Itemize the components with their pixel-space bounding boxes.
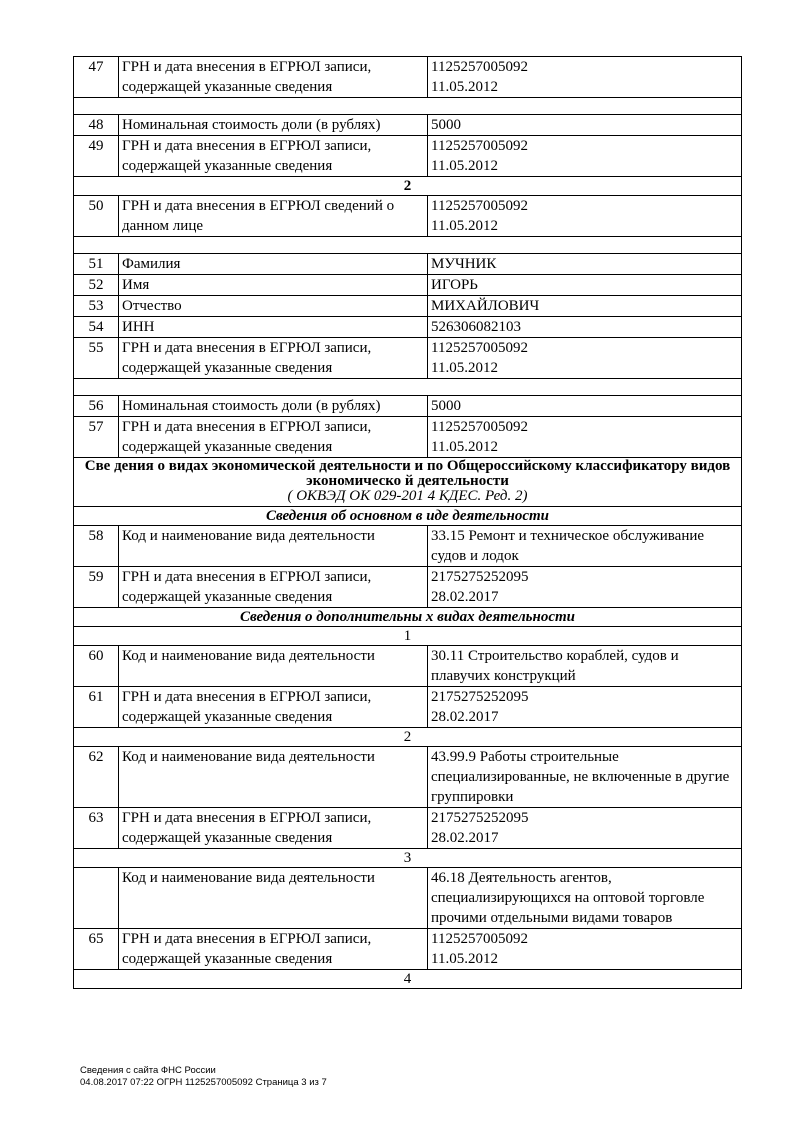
table-row <box>74 526 742 567</box>
grn-value: 2175275252095 <box>431 810 529 826</box>
blank-row <box>74 98 742 115</box>
grn-value: 2175275252095 <box>431 689 529 705</box>
table-row <box>74 275 742 296</box>
row-number: 51 <box>74 254 119 275</box>
table-row <box>74 338 742 379</box>
subsection-number: 2 <box>74 728 742 747</box>
grn-value: 1125257005092 <box>431 138 528 154</box>
section-main-activity: Сведения об основном в иде деятельности <box>74 507 742 526</box>
row-number: 60 <box>74 646 119 687</box>
row-number: 58 <box>74 526 119 567</box>
row-value: 526306082103 <box>428 317 742 338</box>
row-number: 55 <box>74 338 119 379</box>
date-value: 11.05.2012 <box>431 218 498 234</box>
row-label: ГРН и дата внесения в ЕГРЮЛ сведений о данном лице <box>119 196 428 237</box>
row-label: ГРН и дата внесения в ЕГРЮЛ записи, содержащей указанные сведения <box>119 687 428 728</box>
row-value <box>428 687 742 728</box>
row-label: Имя <box>119 275 428 296</box>
row-value: 46.18 Деятельность агентов, специализирующихся на оптовой торговле прочими отдельными видами товаров <box>428 868 742 929</box>
table-row <box>74 417 742 458</box>
row-label: Номинальная стоимость доли (в рублях) <box>119 115 428 136</box>
footer-source: Сведения с сайта ФНС России <box>80 1065 216 1076</box>
blank-row <box>74 379 742 396</box>
row-label: Номинальная стоимость доли (в рублях) <box>119 396 428 417</box>
subsection-number: 4 <box>74 970 742 989</box>
table-row <box>74 929 742 970</box>
row-value <box>428 929 742 970</box>
date-value: 11.05.2012 <box>431 79 498 95</box>
row-label: ГРН и дата внесения в ЕГРЮЛ записи, содержащей указанные сведения <box>119 929 428 970</box>
grn-value: 1125257005092 <box>431 198 528 214</box>
subsection-number: 1 <box>74 627 742 646</box>
subsection-number: 3 <box>74 849 742 868</box>
subsection-number: 2 <box>74 177 742 196</box>
row-number: 53 <box>74 296 119 317</box>
footer-page-info: 04.08.2017 07:22 ОГРН 1125257005092 Страница 3 из 7 <box>80 1077 327 1088</box>
row-value: 33.15 Ремонт и техническое обслуживание судов и лодок <box>428 526 742 567</box>
row-label: Фамилия <box>119 254 428 275</box>
row-value <box>428 338 742 379</box>
okved-title: Све дения о видах экономической деятельности и по Общероссийскому классификатору видов экономическо й деятельности <box>84 458 731 489</box>
row-label: ИНН <box>119 317 428 338</box>
row-label: ГРН и дата внесения в ЕГРЮЛ записи, содержащей указанные сведения <box>119 808 428 849</box>
table-row <box>74 296 742 317</box>
row-value <box>428 57 742 98</box>
row-number: 62 <box>74 747 119 808</box>
date-value: 28.02.2017 <box>431 830 499 846</box>
table-row <box>74 567 742 608</box>
section-additional-activities: Сведения о дополнительны х видах деятельности <box>74 608 742 627</box>
table-row <box>74 396 742 417</box>
table-row <box>74 57 742 98</box>
row-label: ГРН и дата внесения в ЕГРЮЛ записи, содержащей указанные сведения <box>119 417 428 458</box>
row-number: 54 <box>74 317 119 338</box>
grn-value: 1125257005092 <box>431 931 528 947</box>
row-label: ГРН и дата внесения в ЕГРЮЛ записи, содержащей указанные сведения <box>119 136 428 177</box>
row-label: Код и наименование вида деятельности <box>119 747 428 808</box>
row-value <box>428 567 742 608</box>
table-row <box>74 808 742 849</box>
table-row <box>74 115 742 136</box>
row-value: 5000 <box>428 396 742 417</box>
row-value <box>428 808 742 849</box>
row-value: ИГОРЬ <box>428 275 742 296</box>
table-row <box>74 196 742 237</box>
row-value: 43.99.9 Работы строительные специализированные, не включенные в другие группировки <box>428 747 742 808</box>
subsection-row <box>74 627 742 646</box>
row-label: Код и наименование вида деятельности <box>119 868 428 929</box>
table-row <box>74 136 742 177</box>
date-value: 28.02.2017 <box>431 709 499 725</box>
table-row <box>74 646 742 687</box>
grn-value: 1125257005092 <box>431 340 528 356</box>
table-row <box>74 254 742 275</box>
row-value <box>428 136 742 177</box>
date-value: 11.05.2012 <box>431 951 498 967</box>
row-number: 57 <box>74 417 119 458</box>
section-row <box>74 608 742 627</box>
subsection-row <box>74 177 742 196</box>
row-number: 63 <box>74 808 119 849</box>
date-value: 11.05.2012 <box>431 158 498 174</box>
row-number: 59 <box>74 567 119 608</box>
row-number: 50 <box>74 196 119 237</box>
row-label: ГРН и дата внесения в ЕГРЮЛ записи, содержащей указанные сведения <box>119 338 428 379</box>
table-row <box>74 747 742 808</box>
okved-header <box>74 458 742 507</box>
row-number: 48 <box>74 115 119 136</box>
row-value: МУЧНИК <box>428 254 742 275</box>
subsection-row <box>74 970 742 989</box>
row-label: ГРН и дата внесения в ЕГРЮЛ записи, содержащей указанные сведения <box>119 57 428 98</box>
subsection-row <box>74 728 742 747</box>
row-number: 61 <box>74 687 119 728</box>
okved-header-row <box>74 458 742 507</box>
row-value: 5000 <box>428 115 742 136</box>
row-number: 47 <box>74 57 119 98</box>
table-row <box>74 317 742 338</box>
row-value <box>428 417 742 458</box>
table-row <box>74 687 742 728</box>
row-value: МИХАЙЛОВИЧ <box>428 296 742 317</box>
date-value: 11.05.2012 <box>431 439 498 455</box>
section-row <box>74 507 742 526</box>
row-label: Отчество <box>119 296 428 317</box>
row-value: 30.11 Строительство кораблей, судов и плавучих конструкций <box>428 646 742 687</box>
grn-value: 2175275252095 <box>431 569 529 585</box>
table-row <box>74 868 742 929</box>
grn-value: 1125257005092 <box>431 59 528 75</box>
row-label: ГРН и дата внесения в ЕГРЮЛ записи, содержащей указанные сведения <box>119 567 428 608</box>
page-footer <box>80 1065 327 1089</box>
row-number: 49 <box>74 136 119 177</box>
date-value: 11.05.2012 <box>431 360 498 376</box>
subsection-row <box>74 849 742 868</box>
row-number: 65 <box>74 929 119 970</box>
row-value <box>428 196 742 237</box>
row-number <box>74 868 119 929</box>
grn-value: 1125257005092 <box>431 419 528 435</box>
row-label: Код и наименование вида деятельности <box>119 646 428 687</box>
blank-row <box>74 237 742 254</box>
row-number: 52 <box>74 275 119 296</box>
okved-code: ( ОКВЭД ОК 029-201 4 КДЕС. Ред. 2) <box>287 488 528 504</box>
egrul-table <box>73 56 742 989</box>
row-number: 56 <box>74 396 119 417</box>
date-value: 28.02.2017 <box>431 589 499 605</box>
row-label: Код и наименование вида деятельности <box>119 526 428 567</box>
